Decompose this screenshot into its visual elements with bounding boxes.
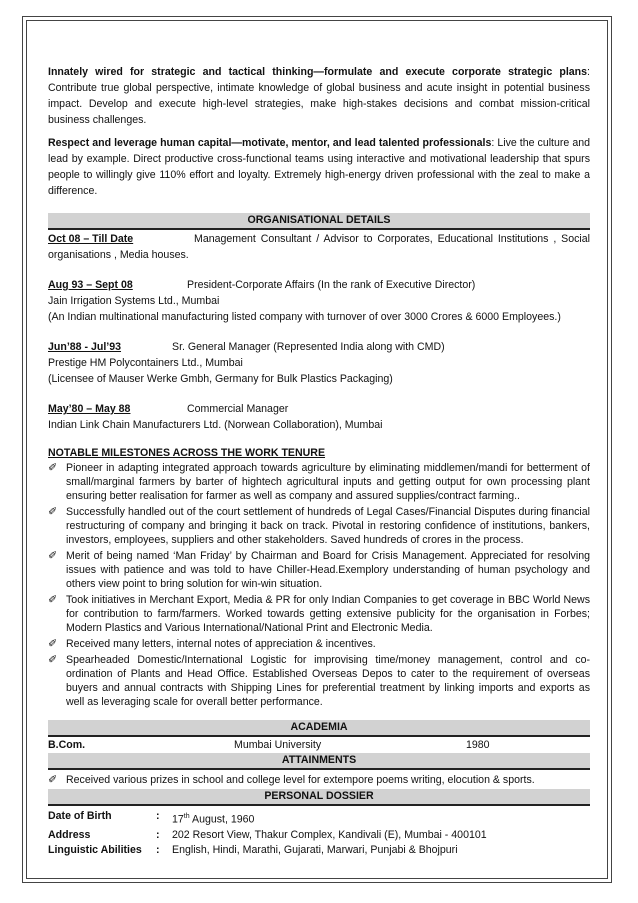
company-name: Jain Irrigation Systems Ltd., Mumbai [48, 295, 220, 307]
academia-row [48, 737, 590, 753]
summary-paragraph [48, 135, 590, 199]
summary-lead: Respect and leverage human capital—motivate, mentor, and lead talented professionals [48, 137, 492, 149]
section-heading-academia: ACADEMIA [48, 720, 590, 737]
dossier-row [48, 809, 590, 828]
milestones-heading: NOTABLE MILESTONES ACROSS THE WORK TENURE [48, 447, 326, 459]
pencil-bullet-icon: ✐ [48, 638, 58, 650]
milestones-list [48, 461, 590, 709]
job-title: President-Corporate Affairs (In the rank of Executive Director) [187, 279, 476, 291]
milestone-text: Spearheaded Domestic/International Logistic for improvising time/money management, control and co-ordination of Plants and Head Office. Established Overseas Depos to cater to the requirement of overseas buyers and annual contracts with Shipping Lines for preferential treatment by linking imports and exports as well as leveraging scale for overall better performance. [66, 654, 590, 708]
job-period: Aug 93 – Sept 08 [48, 279, 133, 291]
company-description: (Licensee of Mauser Werke Gmbh, Germany for Bulk Plastics Packaging) [48, 373, 393, 385]
list-item [48, 653, 590, 709]
summary-body: Live the culture and lead by example. Direct productive cross-functional teams using interactive and motivational leadership that spurs people to willingly give 110% effort and loyalty. Extremely high-energy driven professional with the zeal to make a difference. [48, 137, 591, 197]
attainments-list [48, 773, 590, 787]
job-entry [48, 401, 590, 433]
job-entry [48, 339, 590, 387]
milestone-text: Merit of being named ‘Man Friday’ by Chairman and Board for Crisis Management. Appreciated for resolving issues with patience and was told to have Chiller-Head.Exemplory understanding of human psychology and others view point to bring solution for win-win situation. [66, 550, 590, 590]
dossier-row [48, 828, 590, 843]
dossier-label: Address [48, 828, 91, 841]
list-item [48, 461, 590, 503]
dossier-label: Date of Birth [48, 810, 112, 822]
summary-separator: : [587, 66, 590, 78]
pencil-bullet-icon: ✐ [48, 594, 58, 606]
degree: B.Com. [48, 739, 86, 751]
job-entry [48, 277, 590, 325]
summary-lead: Innately wired for strategic and tactical thinking—formulate and execute corporate strategic plans [48, 66, 588, 78]
job-period: May’80 – May 88 [48, 403, 131, 415]
job-entry [48, 231, 590, 263]
list-item [48, 549, 590, 591]
dossier-value: 202 Resort View, Thakur Complex, Kandivali (E), Mumbai - 400101 [172, 828, 487, 841]
pencil-bullet-icon: ✐ [48, 550, 58, 562]
dossier-label: Linguistic Abilities [48, 843, 142, 856]
company-name: Prestige HM Polycontainers Ltd., Mumbai [48, 357, 243, 369]
summary-body: Contribute true global perspective, intimate knowledge of global business and acute insight in potential business impact. Develop and execute high-level strategies, make high-stakes decisions and combat mission-critical business challenges. [48, 82, 590, 126]
summary-paragraph [48, 64, 590, 128]
dob-day: 17 [172, 813, 184, 826]
dossier-row [48, 843, 590, 858]
pencil-bullet-icon: ✐ [48, 462, 58, 474]
list-item [48, 505, 590, 547]
company-description: (An Indian multinational manufacturing listed company with turnover of over 3000 Crores & 6000 Employees.) [48, 311, 561, 323]
attainment-text: Received various prizes in school and college level for extempore poems writing, elocution & sports. [66, 774, 535, 786]
summary-separator: : [491, 137, 495, 149]
job-title: Commercial Manager [187, 403, 289, 415]
milestone-text: Successfully handled out of the court settlement of hundreds of Legal Cases/Financial Disputes during financial restructuring of company and bringing it back on track. Pivotal in restoring confidence of institutions, bankers, investors, employees, suppliers and other stakeholders. Saved hundreds of crores in the process. [66, 506, 590, 546]
section-heading-attainments: ATTAINMENTS [48, 753, 590, 770]
company-name: Indian Link Chain Manufacturers Ltd. (Norwean Collaboration), Mumbai [48, 419, 383, 431]
university: Mumbai University [234, 739, 322, 751]
job-title: Sr. General Manager (Represented India along with CMD) [172, 341, 445, 353]
milestone-text: Received many letters, internal notes of appreciation & incentives. [66, 638, 376, 650]
pencil-bullet-icon: ✐ [48, 506, 58, 518]
list-item [48, 593, 590, 635]
dossier-colon: : [156, 843, 160, 856]
graduation-year: 1980 [466, 739, 490, 751]
milestone-text: Pioneer in adapting integrated approach towards agriculture by eliminating middlemen/mandi for betterment of small/marginal farmers by barter of hightech agricultural inputs and getting output for own processing plant ensuring better realisation for farmer as well as company and assured supplies/contract farming.. [66, 462, 590, 502]
dob-month-year: August, 1960 [189, 813, 255, 826]
job-period: Oct 08 – Till Date [48, 233, 134, 245]
section-heading-dossier: PERSONAL DOSSIER [48, 789, 590, 806]
job-period: Jun’88 - Jul’93 [48, 341, 122, 353]
pencil-bullet-icon: ✐ [48, 774, 58, 786]
milestone-text: Took initiatives in Merchant Export, Media & PR for only Indian Companies to get coverage in BBC World News for contribution to farm/farmers. Worked towards getting extensive publicity for the organisation in Forbes; Modern Plastics and Various International/National Print and Electronic Media. [66, 594, 590, 634]
dossier-colon: : [156, 810, 160, 822]
dossier-value: English, Hindi, Marathi, Gujarati, Marwari, Punjabi & Bhojpuri [172, 843, 458, 856]
list-item [48, 773, 590, 787]
pencil-bullet-icon: ✐ [48, 654, 58, 666]
section-heading-org: ORGANISATIONAL DETAILS [48, 213, 590, 230]
job-title: Management Consultant / Advisor to Corporates, Educational Institutions , Social organisations , Media houses. [48, 233, 590, 261]
dossier-colon: : [156, 828, 160, 841]
resume-content [48, 64, 590, 858]
list-item [48, 637, 590, 651]
dossier-value [172, 809, 254, 828]
dob-suffix: th [183, 813, 190, 820]
